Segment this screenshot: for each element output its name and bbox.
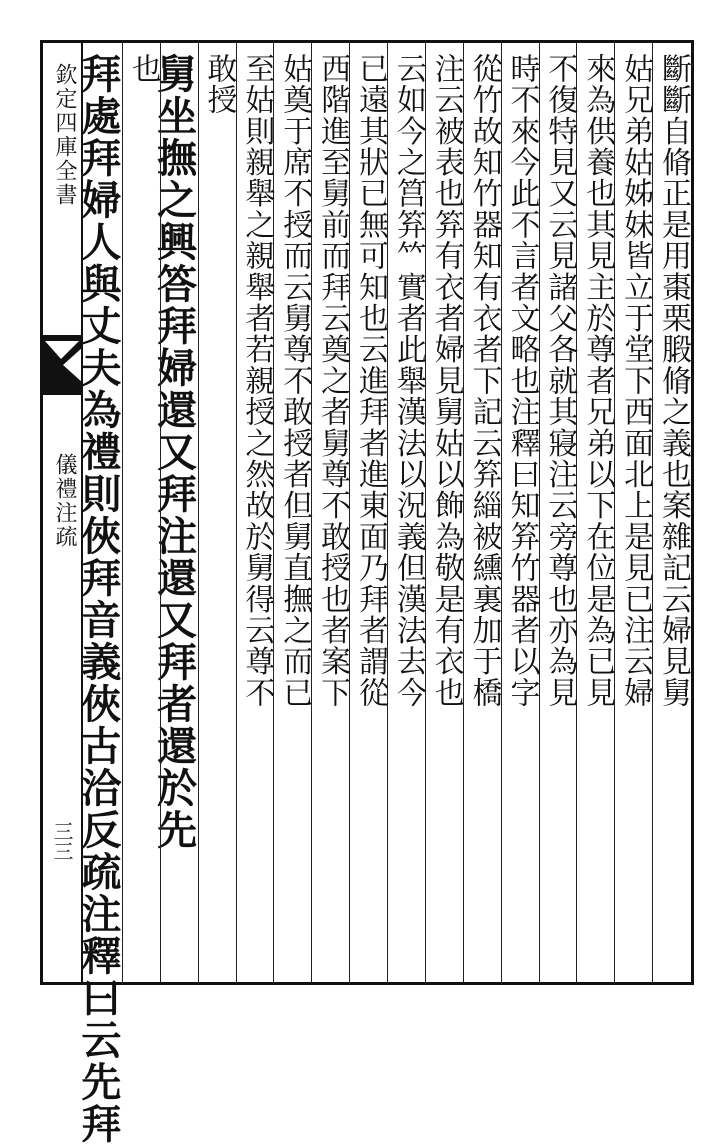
column-rule (576, 43, 577, 982)
column-rule (614, 43, 615, 982)
column-rule (349, 43, 350, 982)
text-column: 至姑則親舉之親舉者若親授之然故於舅得云尊不 (239, 53, 275, 709)
column-rule (501, 43, 502, 982)
column-rule (425, 43, 426, 982)
text-column: 已遠其狀已無可知也云進拜者進東面乃拜者謂從 (353, 53, 388, 709)
column-rule (198, 43, 199, 982)
text-column: 不復特見又云見諸父各就其寢注云旁尊也亦為見 (542, 53, 578, 709)
page-frame (40, 40, 694, 1145)
text-column: 姑奠于席不授而云舅尊不敢授者但舅直撫之而已 (277, 53, 313, 709)
page-number: 三三 (50, 821, 74, 861)
text-column: 拜處拜婦人與丈夫為禮則俠拜音義俠古洽反疏注釋曰云先拜 (74, 53, 122, 1145)
text-column: 時不來今此不言者文略也注釋曰知笲竹器者以字 (504, 53, 540, 709)
text-column: 從竹故知竹器知有衣者下記云笲緇被纁裏加于橋 (466, 53, 502, 709)
section-title: 儀禮注疏 (52, 453, 77, 549)
text-column: 注云被表也笲有衣者婦見舅姑以飾為敬是有衣也 (428, 53, 464, 709)
column-rule (539, 43, 540, 982)
column-rule (463, 43, 464, 982)
text-column: 云如今之筥笲𥫗實者此舉漢法以況義但漢法去今 (390, 53, 426, 709)
column-rule (311, 43, 312, 982)
text-columns (74, 43, 691, 1145)
column-rule (236, 43, 237, 982)
text-column: 姑兄弟姑姊妹皆立于堂下西面北上是見已注云婦 (618, 53, 654, 709)
column-rule (387, 43, 388, 982)
text-column: 西階進至舅前而拜云奠之者舅尊不敢授也者案下 (315, 53, 351, 709)
column-rule (122, 43, 123, 982)
column-rule (652, 43, 653, 982)
column-rule (160, 43, 161, 982)
text-column: 來為供養也其見主於尊者兄弟以下在位是為已見 (580, 53, 616, 709)
column-rule (273, 43, 274, 982)
book-title: 欽定四庫全書 (52, 63, 77, 207)
text-column: 舅坐撫之興答拜婦還又拜注還又拜者還於先 (150, 53, 198, 851)
text-column: 敢授 (201, 53, 237, 116)
text-column: 斷斷自脩正是用棗栗腶脩之義也案雜記云婦見舅 (656, 53, 691, 709)
text-column: 也 (125, 53, 161, 85)
